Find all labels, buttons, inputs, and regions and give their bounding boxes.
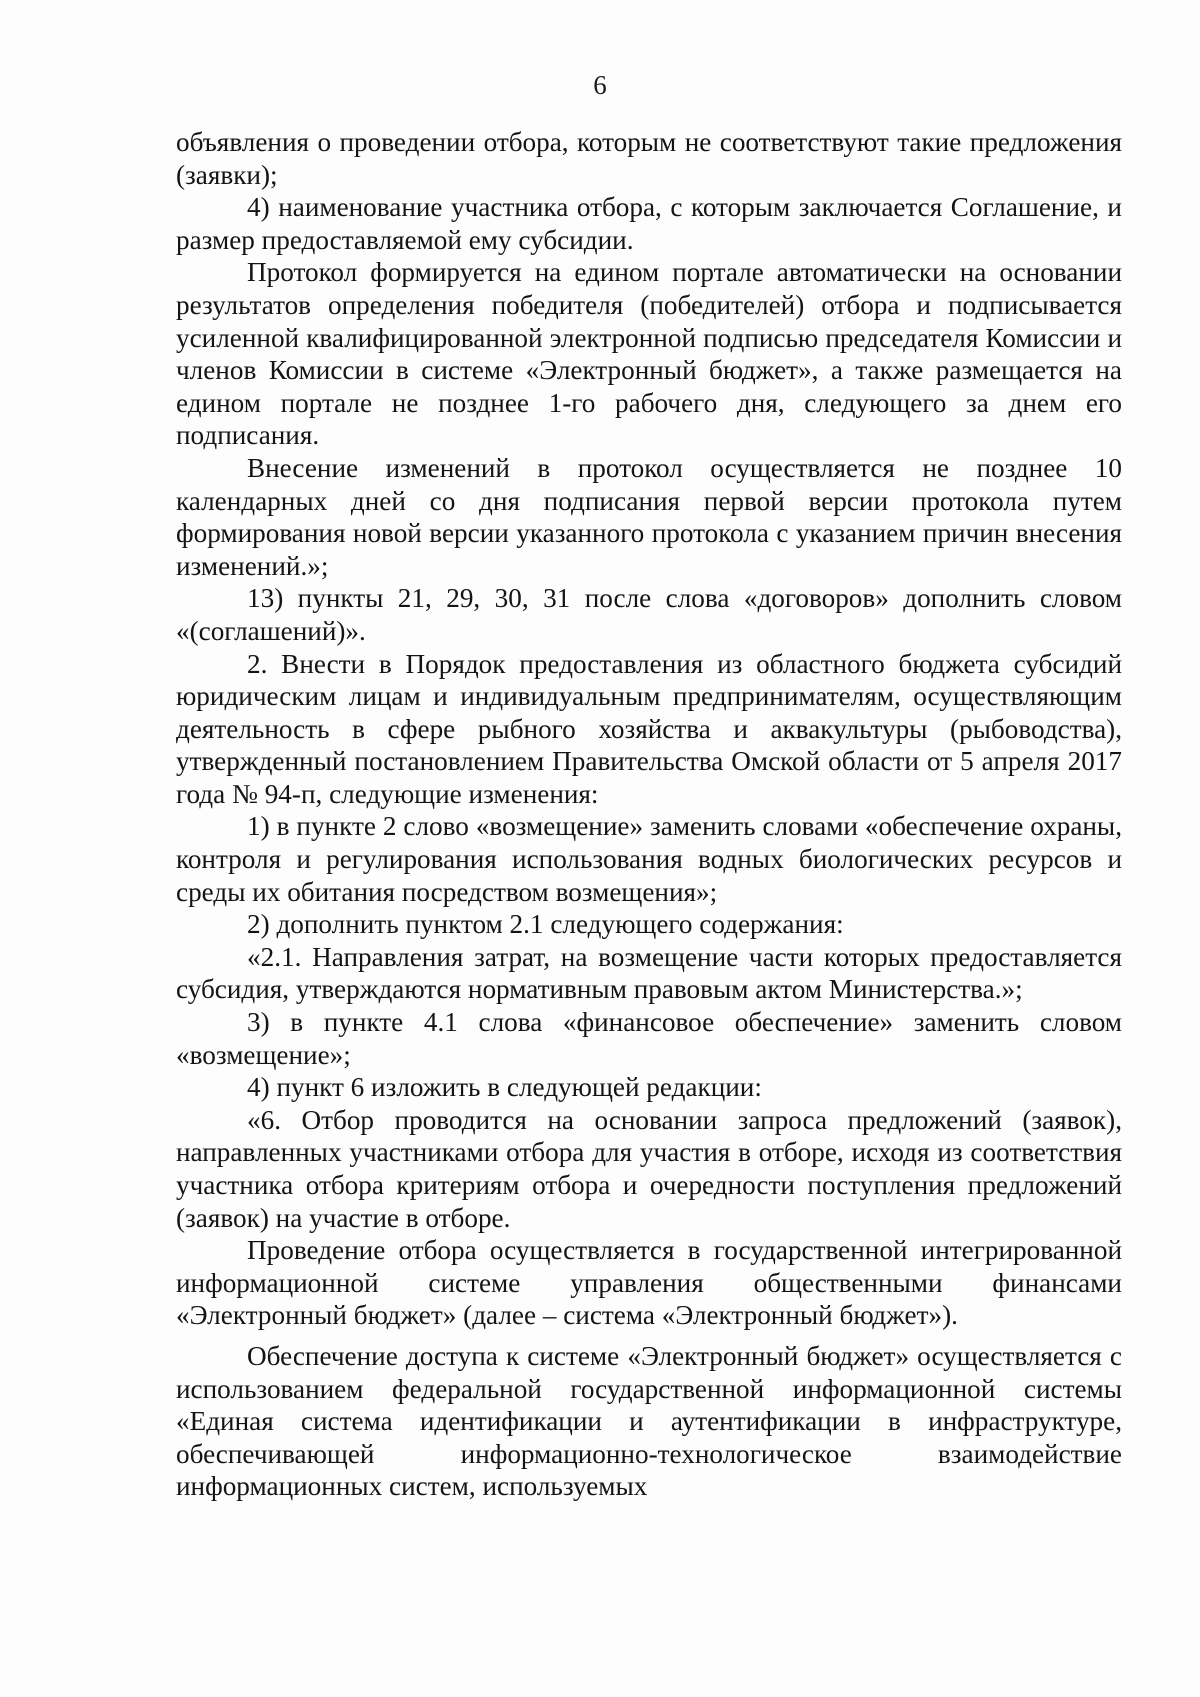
paragraph-1: объявления о проведении отбора, которым не соответствуют такие предложения (заявки); (176, 127, 1122, 190)
paragraph-2: 4) наименование участника отбора, с которым заключается Соглашение, и размер предоставляемой ему субсидии. (176, 192, 1122, 255)
paragraph-11: 4) пункт 6 изложить в следующей редакции: (247, 1072, 762, 1103)
page-number: 6 (593, 70, 607, 100)
paragraph-13: Проведение отбора осуществляется в государственной интегрированной информационной системе управления общественными финансами «Электронный бюджет» (далее – система «Электронный бюджет»). (176, 1235, 1122, 1331)
paragraph-8: 2) дополнить пунктом 2.1 следующего содержания: (247, 909, 844, 940)
paragraph-6: 2. Внести в Порядок предоставления из областного бюджета субсидий юридическим лицам и индивидуальным предпринимателям, осуществляющим деятельность в сфере рыбного хозяйства и аквакультуры (рыбоводства), утвержденный постановлением Правительства Омской области от 5 апреля 2017 года № 94-п, следующие изменения: (176, 648, 1122, 809)
document-body (176, 126, 1122, 1503)
paragraph-4: Внесение изменений в протокол осуществляется не позднее 10 календарных дней со дня подписания первой версии протокола путем формирования новой версии указанного протокола с указанием причин внесения изменений.»; (176, 452, 1122, 581)
paragraph-12: «6. Отбор проводится на основании запроса предложений (заявок), направленных участниками отбора для участия в отборе, исходя из соответствия участника отбора критериям отбора и очередности поступления предложений (заявок) на участие в отборе. (176, 1104, 1122, 1233)
paragraph-7: 1) в пункте 2 слово «возмещение» заменить словами «обеспечение охраны, контроля и регулирования использования водных биологических ресурсов и среды их обитания посредством возмещения»; (176, 811, 1122, 907)
paragraph-3: Протокол формируется на едином портале автоматически на основании результатов определения победителя (победителей) отбора и подписывается усиленной квалифицированной электронной подписью председателя Комиссии и членов Комиссии в системе «Электронный бюджет», а также размещается на едином портале не позднее 1-го рабочего дня, следующего за днем его подписания. (176, 257, 1122, 451)
paragraph-9: «2.1. Направления затрат, на возмещение части которых предоставляется субсидия, утверждаются нормативным правовым актом Министерства.»; (176, 941, 1122, 1005)
paragraph-14: Обеспечение доступа к системе «Электронный бюджет» осуществляется с использованием федеральной государственной информационной системы «Единая система идентификации и аутентификации в инфраструктуре, обеспечивающей информационно-технологическое взаимодействие информационных систем, используемых (176, 1340, 1122, 1502)
paragraph-5: 13) пункты 21, 29, 30, 31 после слова «договоров» дополнить словом «(соглашений)». (176, 583, 1122, 646)
paragraph-10: 3) в пункте 4.1 слова «финансовое обеспечение» заменить словом «возмещение»; (176, 1007, 1122, 1070)
